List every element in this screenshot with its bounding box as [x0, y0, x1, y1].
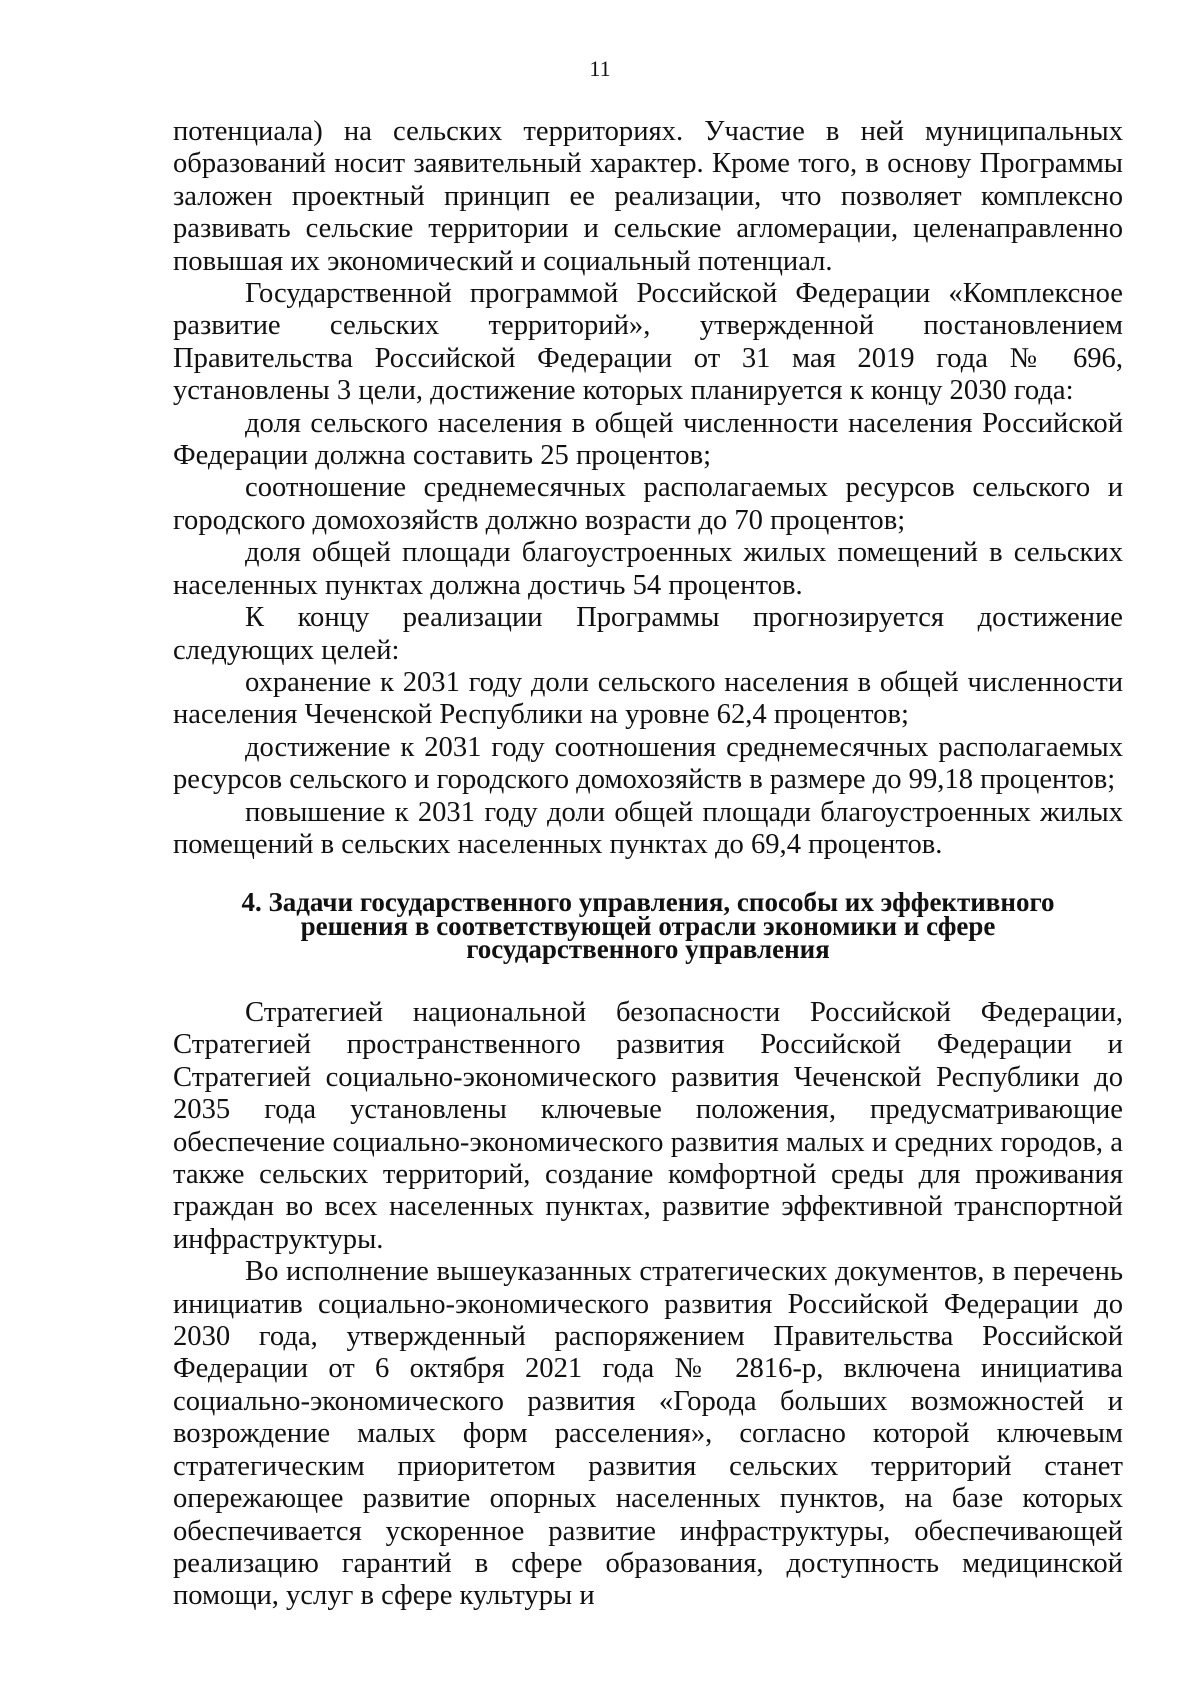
section-heading-line: 4. Задачи государственного управления, способы их эффективного: [241, 887, 1055, 917]
paragraph-forecast-intro: К концу реализации Программы прогнозируется достижение следующих целей:: [173, 602, 1123, 666]
forecast-item-rural-population: охранение к 2031 году доли сельского населения в общей численности населения Чеченской Республики на уровне 62,4 процентов;: [173, 666, 1123, 731]
forecast-item-household-resources: достижение к 2031 году соотношения среднемесячных располагаемых ресурсов сельского и городского домохозяйств в размере до 99,18 процентов;: [173, 731, 1123, 796]
goal-item-housing-area-share: доля общей площади благоустроенных жилых помещений в сельских населенных пунктах должна достичь 54 процентов.: [173, 537, 1123, 601]
section-heading: [173, 887, 1123, 964]
paragraph-program-continuation: потенциала) на сельских территориях. Участие в ней муниципальных образований носит заявительный характер. Кроме того, в основу Программы заложен проектный принцип ее реализации, что позволяет комплексно развивать сельские территории и сельские агломерации, целенаправленно повышая их экономический и социальный потенциал.: [173, 116, 1123, 277]
paragraph-initiatives: Во исполнение вышеуказанных стратегических документов, в перечень инициатив социально-экономического развития Российской Федерации до 2030 года, утвержденный распоряжением Правительства Российской Федерации от 6 октября 2021 года № 2816-р, включена инициатива социально-экономического развития «Города больших возможностей и возрождение малых форм расселения», согласно которой ключевым стратегическим приоритетом развития сельских территорий станет опережающее развитие опорных населенных пунктов, на базе которых обеспечивается ускоренное развитие инфраструктуры, обеспечивающей реализацию гарантий в сфере образования, доступность медицинской помощи, услуг в сфере культуры и: [173, 1256, 1123, 1612]
goal-item-rural-population-share: доля сельского населения в общей численности населения Российской Федерации должна составить 25 процентов;: [173, 407, 1123, 472]
body-text-section-2: [173, 997, 1123, 1613]
page-number: 11: [589, 56, 611, 81]
body-text-section-1: [173, 116, 1123, 861]
paragraph-state-program-goals: Государственной программой Российской Федерации «Комплексное развитие сельских территорий», утвержденной постановлением Правительства Российской Федерации от 31 мая 2019 года № 696, установлены 3 цели, достижение которых планируется к концу 2030 года:: [173, 278, 1123, 407]
section-heading-line: государственного управления: [466, 934, 830, 964]
forecast-item-housing-area: повышение к 2031 году доли общей площади благоустроенных жилых помещений в сельских населенных пунктах до 69,4 процентов.: [173, 796, 1123, 860]
section-heading-line: решения в соответствующей отрасли экономики и сфере: [300, 910, 996, 941]
goal-item-household-resources-ratio: соотношение среднемесячных располагаемых ресурсов сельского и городского домохозяйств должно возрасти до 70 процентов;: [173, 472, 1123, 536]
paragraph-strategies: Стратегией национальной безопасности Российской Федерации, Стратегией пространственного развития Российской Федерации и Стратегией социально-экономического развития Чеченской Республики до 2035 года установлены ключевые положения, предусматривающие обеспечение социально-экономического развития малых и средних городов, а также сельских территорий, создание комфортной среды для проживания граждан во всех населенных пунктах, развитие эффективной транспортной инфраструктуры.: [173, 997, 1123, 1255]
